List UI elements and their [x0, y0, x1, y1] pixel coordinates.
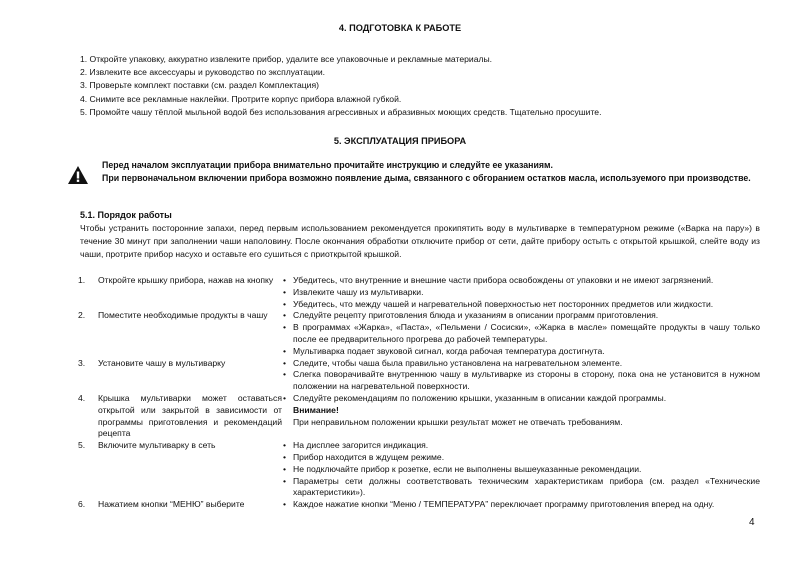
list-item: • Слегка поворачивайте внутреннюю чашу в мультиварке из стороны в сторону, пока она не установится в нужном положении на нагревательной поверхности.	[282, 369, 760, 393]
step-number: 1.	[78, 275, 86, 285]
step-action: Поместите необходимые продукты в чашу	[98, 310, 268, 321]
section-4-heading: 4. ПОДГОТОВКА К РАБОТЕ	[338, 23, 462, 33]
list-item: 3. Проверьте комплект поставки (см. раздел Комплектация)	[80, 80, 319, 91]
list-item: 1. Откройте упаковку, аккуратно извлеките прибор, удалите все упаковочные и рекламные материалы.	[80, 54, 493, 64]
step-action: Нажатием кнопки “МЕНЮ” выберите	[98, 499, 245, 510]
list-item: • Убедитесь, что внутренние и внешние части прибора освобождены от упаковки и не имеют загрязнений.	[282, 275, 760, 287]
table-row	[78, 499, 760, 511]
step-notes	[282, 358, 760, 393]
step-notes	[282, 499, 760, 511]
step-notes	[282, 440, 760, 499]
list-item: При неправильном положении крышки результат может не отвечать требованиям.	[293, 416, 623, 427]
list-item: • Убедитесь, что между чашей и нагревательной поверхностью нет посторонних предметов или жидкости.	[282, 299, 760, 311]
step-notes	[282, 275, 760, 310]
section-5-heading: 5. ЭКСПЛУАТАЦИЯ ПРИБОРА	[333, 136, 467, 146]
step-number: 6.	[78, 499, 86, 510]
step-notes	[282, 393, 760, 440]
list-item: 5. Промойте чашу тёплой мыльной водой без использования агрессивных и абразивных моющих средств. Тщательно просушите.	[80, 106, 602, 117]
table-row	[78, 275, 760, 310]
table-row	[78, 358, 760, 393]
step-action: Установите чашу в мультиварку	[98, 357, 226, 368]
subsection-heading: 5.1. Порядок работы	[80, 210, 172, 220]
list-item: Внимание!	[293, 404, 339, 415]
step-number: 5.	[78, 440, 86, 451]
table-row	[78, 393, 760, 440]
list-item: • Следуйте рецепту приготовления блюда и указаниям в описании программ приготовления.	[282, 310, 760, 322]
warning-line: Перед началом эксплуатации прибора внимательно прочитайте инструкцию и следуйте ее указаниям.	[102, 160, 553, 170]
step-action: Включите мультиварку в сеть	[98, 440, 216, 451]
list-item: • Не подключайте прибор к розетке, если не выполнены вышеуказанные рекомендации.	[282, 464, 760, 476]
warning-text	[102, 159, 756, 185]
warning-triangle-icon	[68, 166, 88, 184]
steps-table	[78, 275, 760, 511]
step-number: 4.	[78, 392, 86, 403]
list-item: 2. Извлеките все аксессуары и руководство по эксплуатации.	[80, 67, 326, 78]
list-item: • На дисплее загорится индикация.	[282, 440, 760, 452]
list-item: • Мультиварка подает звуковой сигнал, когда рабочая температура достигнута.	[282, 346, 760, 358]
table-row	[78, 440, 760, 499]
list-item: • Прибор находится в ждущем режиме.	[282, 452, 760, 464]
intro-paragraph: Чтобы устранить посторонние запахи, перед первым использованием рекомендуется прокипятить воду в мультиварке в температурном режиме («Варка на пару») в течение 30 минут при заполнении чаши наполовину. После окончания обработки отключите прибор от сети, дайте прибору остыть с открытой крышкой, слейте воду из чаши, протрите прибор насухо и оставьте его сушиться с приоткрытой крышкой.	[80, 223, 760, 259]
preparation-list	[80, 53, 760, 119]
table-row	[78, 310, 760, 357]
step-number: 3.	[78, 357, 86, 368]
step-notes	[282, 310, 760, 357]
list-item: 4. Снимите все рекламные наклейки. Протрите корпус прибора влажной губкой.	[80, 93, 402, 104]
step-action: Крышка мультиварки может оставаться открытой или закрытой в зависимости от программы приготовления и рекомендаций рецепта	[98, 392, 282, 439]
list-item: • В программах «Жарка», «Паста», «Пельмени / Сосиски», «Жарка в масле» помещайте продукты в чашу только после ее предварительного прогрева до рабочей температуры.	[282, 322, 760, 346]
list-item: • Следите, чтобы чаша была правильно установлена на нагревательном элементе.	[282, 358, 760, 370]
warning-line: При первоначальном включении прибора возможно появление дыма, связанного с обгоранием остатков масла, используемого при производстве.	[102, 173, 751, 183]
list-item: • Параметры сети должны соответствовать техническим характеристикам прибора (см. раздел «Технические характеристики»).	[282, 476, 760, 500]
list-item: • Каждое нажатие кнопки “Меню / ТЕМПЕРАТУРА” переключает программу приготовления вперед на одну.	[282, 499, 760, 511]
step-number: 2.	[78, 310, 86, 321]
page-number: 4	[749, 517, 755, 528]
step-action: Откройте крышку прибора, нажав на кнопку	[98, 275, 274, 285]
list-item: • Извлеките чашу из мультиварки.	[282, 287, 760, 299]
list-item: • Следуйте рекомендациям по положению крышки, указанным в описании каждой программы.	[282, 393, 760, 405]
